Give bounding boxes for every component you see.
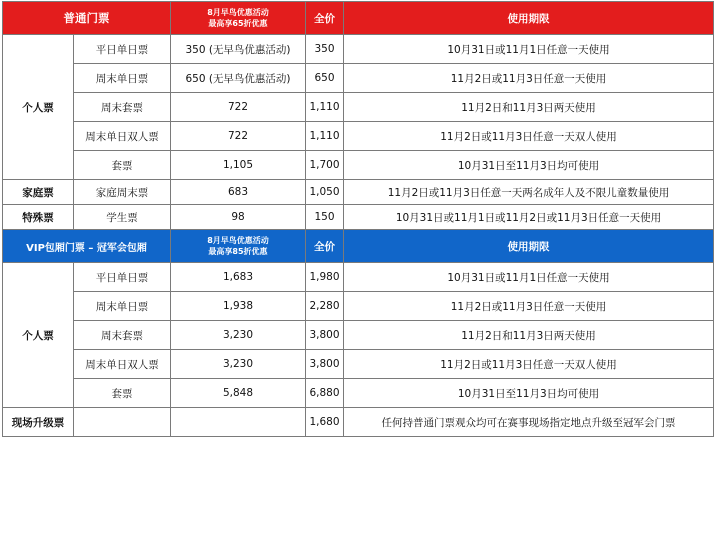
group-label-family: 家庭票 <box>3 180 74 205</box>
usage-period: 11月2日或11月3日任意一天双人使用 <box>344 350 714 379</box>
table-row <box>3 93 714 122</box>
table-row <box>3 263 714 292</box>
table-row <box>3 379 714 408</box>
usage-period: 10月31日至11月3日均可使用 <box>344 379 714 408</box>
section1-title: 普通门票 <box>3 2 171 35</box>
section1-period-header: 使用期限 <box>344 2 714 35</box>
full-price: 350 <box>306 35 344 64</box>
section1-header-row <box>3 2 714 35</box>
section2-header-row <box>3 230 714 263</box>
usage-period: 11月2日或11月3日任意一天两名成年人及不限儿童数量使用 <box>344 180 714 205</box>
early-price: 683 <box>171 180 306 205</box>
group-label-individual: 个人票 <box>3 263 74 408</box>
usage-period: 10月31日至11月3日均可使用 <box>344 151 714 180</box>
early-price: 1,683 <box>171 263 306 292</box>
table-row <box>3 205 714 230</box>
ticket-name: 套票 <box>74 151 171 180</box>
usage-period: 任何持普通门票观众均可在赛事现场指定地点升级至冠军会门票 <box>344 408 714 437</box>
full-price: 2,280 <box>306 292 344 321</box>
full-price: 1,110 <box>306 93 344 122</box>
table-row <box>3 321 714 350</box>
table-row <box>3 151 714 180</box>
full-price: 1,700 <box>306 151 344 180</box>
early-price: 350 (无早鸟优惠活动) <box>171 35 306 64</box>
full-price: 650 <box>306 64 344 93</box>
early-price: 3,230 <box>171 321 306 350</box>
table-row <box>3 122 714 151</box>
early-price: 722 <box>171 93 306 122</box>
early-price: 3,230 <box>171 350 306 379</box>
usage-period: 11月2日和11月3日两天使用 <box>344 93 714 122</box>
usage-period: 11月2日或11月3日任意一天使用 <box>344 292 714 321</box>
early-price: 650 (无早鸟优惠活动) <box>171 64 306 93</box>
ticket-price-table <box>2 1 714 437</box>
group-label-individual: 个人票 <box>3 35 74 180</box>
table-row <box>3 350 714 379</box>
early-bird-line2: 最高享85折优惠 <box>208 247 268 256</box>
table-row <box>3 35 714 64</box>
full-price: 3,800 <box>306 350 344 379</box>
section2-full-price-header: 全价 <box>306 230 344 263</box>
table-row <box>3 64 714 93</box>
full-price: 6,880 <box>306 379 344 408</box>
early-bird-line2: 最高享65折优惠 <box>208 19 268 28</box>
group-label-special: 特殊票 <box>3 205 74 230</box>
early-price: 5,848 <box>171 379 306 408</box>
usage-period: 11月2日或11月3日任意一天使用 <box>344 64 714 93</box>
early-price: 722 <box>171 122 306 151</box>
full-price: 1,110 <box>306 122 344 151</box>
usage-period: 10月31日或11月1日任意一天使用 <box>344 263 714 292</box>
ticket-name: 家庭周末票 <box>74 180 171 205</box>
section2-title: VIP包厢门票 – 冠军会包厢 <box>3 230 171 263</box>
early-bird-line1: 8月早鸟优惠活动 <box>207 236 269 245</box>
early-price: 98 <box>171 205 306 230</box>
usage-period: 11月2日或11月3日任意一天双人使用 <box>344 122 714 151</box>
section2-early-bird-header <box>171 230 306 263</box>
table-row <box>3 292 714 321</box>
ticket-name: 周末单日双人票 <box>74 122 171 151</box>
table-row <box>3 180 714 205</box>
usage-period: 10月31日或11月1日任意一天使用 <box>344 35 714 64</box>
full-price: 150 <box>306 205 344 230</box>
ticket-name: 周末套票 <box>74 93 171 122</box>
ticket-name: 周末单日双人票 <box>74 350 171 379</box>
empty-cell <box>74 408 171 437</box>
ticket-name: 平日单日票 <box>74 35 171 64</box>
section2-period-header: 使用期限 <box>344 230 714 263</box>
empty-cell <box>171 408 306 437</box>
ticket-name: 周末单日票 <box>74 64 171 93</box>
early-price: 1,938 <box>171 292 306 321</box>
usage-period: 11月2日和11月3日两天使用 <box>344 321 714 350</box>
ticket-name: 平日单日票 <box>74 263 171 292</box>
ticket-name: 周末单日票 <box>74 292 171 321</box>
group-label-upgrade: 现场升级票 <box>3 408 74 437</box>
full-price: 1,980 <box>306 263 344 292</box>
early-price: 1,105 <box>171 151 306 180</box>
ticket-name: 套票 <box>74 379 171 408</box>
table-row <box>3 408 714 437</box>
full-price: 3,800 <box>306 321 344 350</box>
section1-full-price-header: 全价 <box>306 2 344 35</box>
early-bird-line1: 8月早鸟优惠活动 <box>207 8 269 17</box>
ticket-name: 周末套票 <box>74 321 171 350</box>
usage-period: 10月31日或11月1日或11月2日或11月3日任意一天使用 <box>344 205 714 230</box>
full-price: 1,680 <box>306 408 344 437</box>
section1-early-bird-header <box>171 2 306 35</box>
ticket-name: 学生票 <box>74 205 171 230</box>
full-price: 1,050 <box>306 180 344 205</box>
